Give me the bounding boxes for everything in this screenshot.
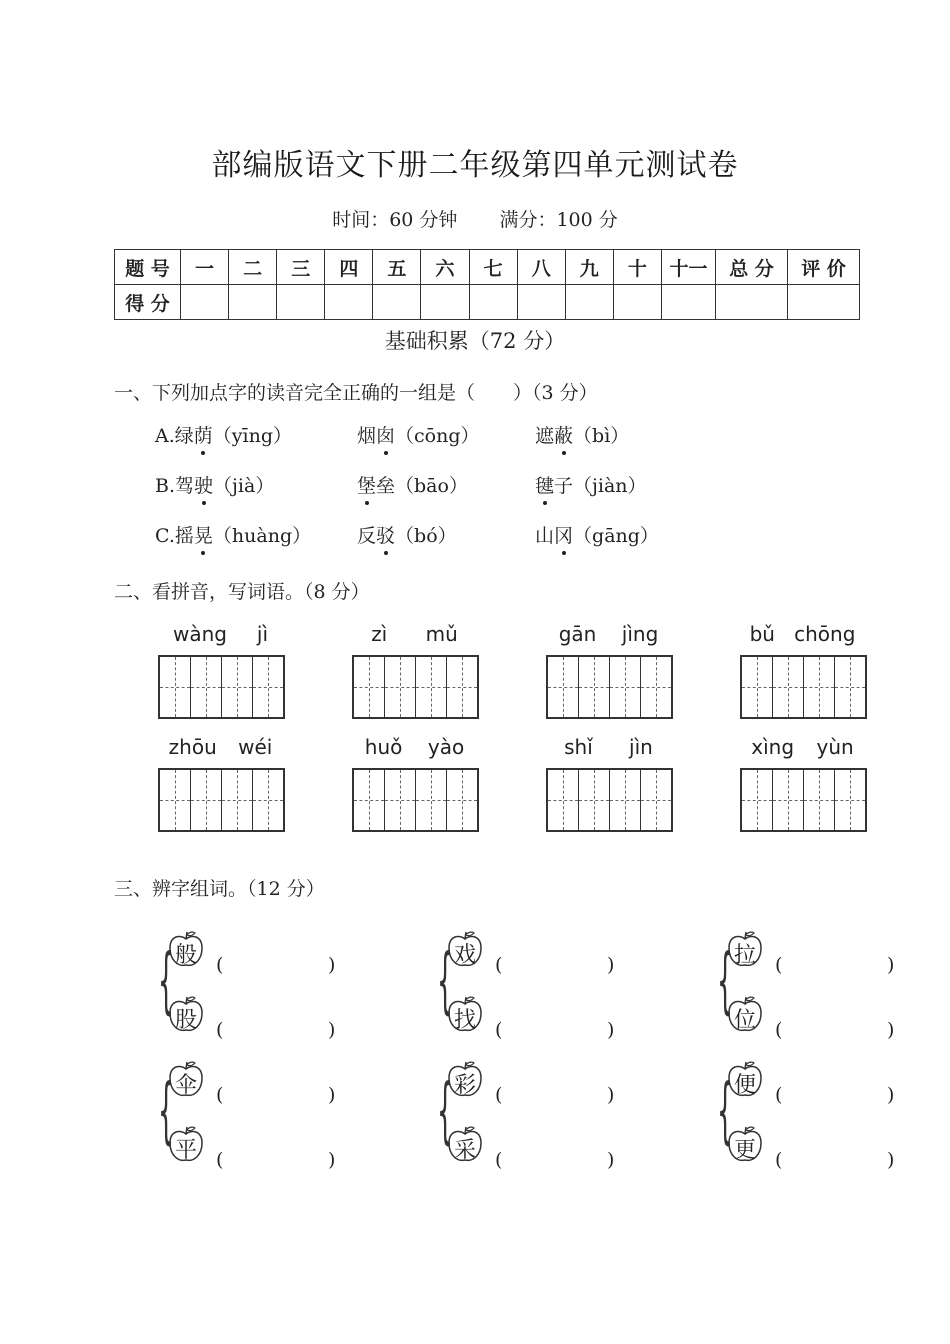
apple-character: 位 xyxy=(733,1008,756,1033)
answer-paren-open[interactable]: ( xyxy=(775,1019,783,1041)
pinyin-syllable: gān xyxy=(558,622,597,646)
pinyin-syllable: bǔ xyxy=(749,622,775,646)
grid-cell[interactable] xyxy=(385,770,416,830)
option-text: 遮 xyxy=(535,425,555,447)
apple-character: 伞 xyxy=(174,1073,197,1098)
grid-cell[interactable] xyxy=(253,657,283,717)
apple-icon xyxy=(166,930,206,966)
score-input-cell[interactable] xyxy=(421,285,469,320)
score-input-cell[interactable] xyxy=(716,285,788,320)
grid-cell[interactable] xyxy=(191,770,222,830)
answer-paren-open[interactable]: ( xyxy=(495,1084,503,1106)
question-number-cell: 二 xyxy=(229,250,277,285)
option-pinyin: （yīng） xyxy=(212,425,292,447)
exam-meta xyxy=(0,205,950,232)
option-pinyin: （cōng） xyxy=(395,425,480,447)
option-item xyxy=(357,521,457,548)
brace-icon: { xyxy=(717,1068,734,1152)
answer-paren-open[interactable]: ( xyxy=(495,1149,503,1171)
writing-grid[interactable] xyxy=(158,655,285,719)
word-pair-group xyxy=(717,1060,950,1170)
writing-grid[interactable] xyxy=(740,655,867,719)
grid-cell[interactable] xyxy=(222,770,253,830)
option-item xyxy=(535,521,659,548)
dotted-char: 囱 xyxy=(376,421,395,448)
pinyin-syllable: huǒ xyxy=(364,735,403,759)
apple-icon xyxy=(725,995,765,1031)
apple-icon xyxy=(445,1060,485,1096)
option-pinyin: 垒（bāo） xyxy=(376,475,468,497)
question-number-cell: 评 价 xyxy=(788,250,860,285)
time-limit: 时间：60 分钟 xyxy=(332,209,458,231)
dotted-char: 荫 xyxy=(194,421,213,448)
answer-paren-close[interactable]: ) xyxy=(887,1149,895,1171)
grid-cell[interactable] xyxy=(773,657,804,717)
score-table xyxy=(114,249,860,320)
brace-icon: { xyxy=(158,938,175,1022)
word-pair-group xyxy=(437,930,687,1040)
apple-character: 采 xyxy=(453,1138,476,1163)
answer-paren-open[interactable]: ( xyxy=(216,1084,224,1106)
pinyin-label xyxy=(740,622,865,646)
score-label: 得 分 xyxy=(115,285,181,320)
question-number-cell: 一 xyxy=(181,250,229,285)
answer-paren-close[interactable]: ) xyxy=(328,954,336,976)
dotted-char: 驶 xyxy=(194,471,213,498)
pinyin-label xyxy=(352,735,477,759)
option-item xyxy=(535,471,647,498)
option-text: B.驾 xyxy=(155,475,195,497)
option-item xyxy=(155,521,311,548)
answer-paren-close[interactable]: ) xyxy=(607,1084,615,1106)
score-input-cell[interactable] xyxy=(469,285,517,320)
answer-paren-close[interactable]: ) xyxy=(887,954,895,976)
question-number-cell: 七 xyxy=(469,250,517,285)
score-input-cell[interactable] xyxy=(788,285,860,320)
word-pair-group xyxy=(158,930,408,1040)
apple-icon xyxy=(725,930,765,966)
pinyin-syllable: mǔ xyxy=(425,622,458,646)
apple-icon xyxy=(166,1060,206,1096)
grid-cell[interactable] xyxy=(804,770,835,830)
pinyin-syllable: jìng xyxy=(621,622,659,646)
score-input-cell[interactable] xyxy=(229,285,277,320)
answer-paren-close[interactable]: ) xyxy=(887,1019,895,1041)
question-number-cell: 十 xyxy=(613,250,661,285)
question-2-prompt: 二、看拼音，写词语。（8 分） xyxy=(114,581,370,603)
apple-character: 便 xyxy=(733,1073,756,1098)
writing-grid[interactable] xyxy=(546,655,673,719)
page-title: 部编版语文下册二年级第四单元测试卷 xyxy=(211,148,739,183)
option-text: 山 xyxy=(535,525,555,547)
answer-paren-open[interactable]: ( xyxy=(775,954,783,976)
grid-cell[interactable] xyxy=(773,770,804,830)
word-pair-group xyxy=(158,1060,408,1170)
writing-grid[interactable] xyxy=(546,768,673,832)
answer-paren-open[interactable]: ( xyxy=(775,1149,783,1171)
answer-paren-open[interactable]: ( xyxy=(216,1019,224,1041)
grid-cell[interactable] xyxy=(160,770,191,830)
brace-icon: { xyxy=(437,1068,454,1152)
answer-paren-close[interactable]: ) xyxy=(328,1019,336,1041)
question-number-cell: 三 xyxy=(277,250,325,285)
option-text: 反 xyxy=(357,525,377,547)
grid-cell[interactable] xyxy=(835,770,865,830)
question-number-cell: 六 xyxy=(421,250,469,285)
apple-icon xyxy=(166,995,206,1031)
pinyin-label xyxy=(158,735,283,759)
question-number-cell: 五 xyxy=(373,250,421,285)
score-input-cell[interactable] xyxy=(565,285,613,320)
grid-cell[interactable] xyxy=(416,657,447,717)
brace-icon: { xyxy=(717,938,734,1022)
option-text: A.绿 xyxy=(155,425,194,447)
dotted-char: 冈 xyxy=(554,521,573,548)
grid-cell[interactable] xyxy=(548,657,579,717)
writing-grid[interactable] xyxy=(158,768,285,832)
answer-paren-close[interactable]: ) xyxy=(607,954,615,976)
apple-icon xyxy=(725,1125,765,1161)
pinyin-syllable: wàng xyxy=(172,622,227,646)
dotted-char: 驳 xyxy=(376,521,395,548)
pinyin-syllable: jìn xyxy=(629,735,653,759)
grid-cell[interactable] xyxy=(447,770,477,830)
section-title: 基础积累（72 分） xyxy=(384,329,566,353)
score-table-score-row xyxy=(115,285,860,320)
answer-paren-close[interactable]: ) xyxy=(328,1149,336,1171)
dotted-char: 毽 xyxy=(535,471,554,498)
option-pinyin: （bì） xyxy=(573,425,630,447)
pinyin-label xyxy=(546,622,671,646)
writing-grid[interactable] xyxy=(740,768,867,832)
pinyin-syllable: zì xyxy=(371,622,388,646)
grid-cell[interactable] xyxy=(354,657,385,717)
pinyin-syllable: yào xyxy=(427,735,465,759)
score-table-header-row xyxy=(115,250,860,285)
question-number-label: 题 号 xyxy=(115,250,181,285)
pinyin-syllable: jì xyxy=(256,622,269,646)
grid-cell[interactable] xyxy=(160,657,191,717)
question-number-cell: 十一 xyxy=(662,250,716,285)
writing-grid[interactable] xyxy=(352,768,479,832)
word-pair-group xyxy=(437,1060,687,1170)
grid-cell[interactable] xyxy=(742,657,773,717)
answer-paren-close[interactable]: ) xyxy=(607,1019,615,1041)
apple-icon xyxy=(445,930,485,966)
option-pinyin: （bó） xyxy=(395,525,457,547)
question-3-prompt: 三、辨字组词。（12 分） xyxy=(114,878,325,900)
answer-paren-open[interactable]: ( xyxy=(495,1019,503,1041)
pinyin-label xyxy=(352,622,477,646)
question-1-prompt: 一、下列加点字的读音完全正确的一组是（ ）（3 分） xyxy=(114,382,598,404)
apple-character: 戏 xyxy=(453,943,476,968)
dotted-char: 堡 xyxy=(357,471,376,498)
pinyin-label xyxy=(158,622,283,646)
pinyin-syllable: chōng xyxy=(794,622,856,646)
grid-cell[interactable] xyxy=(641,770,671,830)
grid-cell[interactable] xyxy=(447,657,477,717)
score-input-cell[interactable] xyxy=(277,285,325,320)
grid-cell[interactable] xyxy=(354,770,385,830)
grid-cell[interactable] xyxy=(579,770,610,830)
grid-cell[interactable] xyxy=(385,657,416,717)
writing-grid[interactable] xyxy=(352,655,479,719)
brace-icon: { xyxy=(437,938,454,1022)
answer-paren-close[interactable]: ) xyxy=(607,1149,615,1171)
apple-icon xyxy=(445,995,485,1031)
question-number-cell: 九 xyxy=(565,250,613,285)
option-pinyin: （gāng） xyxy=(573,525,659,547)
brace-icon: { xyxy=(158,1068,175,1152)
option-pinyin: （huàng） xyxy=(212,525,312,547)
apple-character: 找 xyxy=(453,1008,476,1033)
answer-paren-open[interactable]: ( xyxy=(216,1149,224,1171)
option-text: C.摇 xyxy=(155,525,194,547)
question-number-cell: 八 xyxy=(517,250,565,285)
score-input-cell[interactable] xyxy=(517,285,565,320)
option-item xyxy=(535,421,629,448)
grid-cell[interactable] xyxy=(610,657,641,717)
grid-cell[interactable] xyxy=(641,657,671,717)
option-item xyxy=(155,471,274,498)
pinyin-syllable: xìng xyxy=(751,735,795,759)
option-item xyxy=(357,421,480,448)
pinyin-syllable: yùn xyxy=(816,735,854,759)
dotted-char: 晃 xyxy=(194,521,213,548)
pinyin-syllable: shǐ xyxy=(564,735,593,759)
option-text: 烟 xyxy=(357,425,377,447)
apple-icon xyxy=(725,1060,765,1096)
score-input-cell[interactable] xyxy=(613,285,661,320)
grid-cell[interactable] xyxy=(548,770,579,830)
full-score: 满分：100 分 xyxy=(499,209,618,231)
answer-paren-close[interactable]: ) xyxy=(328,1084,336,1106)
pinyin-label xyxy=(546,735,671,759)
score-input-cell[interactable] xyxy=(662,285,716,320)
pinyin-syllable: zhōu xyxy=(168,735,217,759)
score-input-cell[interactable] xyxy=(373,285,421,320)
question-number-cell: 总 分 xyxy=(716,250,788,285)
grid-cell[interactable] xyxy=(191,657,222,717)
score-input-cell[interactable] xyxy=(325,285,373,320)
answer-paren-open[interactable]: ( xyxy=(495,954,503,976)
question-number-cell: 四 xyxy=(325,250,373,285)
apple-icon xyxy=(166,1125,206,1161)
score-input-cell[interactable] xyxy=(181,285,229,320)
grid-cell[interactable] xyxy=(579,657,610,717)
grid-cell[interactable] xyxy=(804,657,835,717)
answer-paren-close[interactable]: ) xyxy=(887,1084,895,1106)
apple-character: 拉 xyxy=(733,943,756,968)
grid-cell[interactable] xyxy=(835,657,865,717)
apple-character: 股 xyxy=(174,1008,197,1033)
grid-cell[interactable] xyxy=(610,770,641,830)
grid-cell[interactable] xyxy=(253,770,283,830)
pinyin-syllable: wéi xyxy=(238,735,273,759)
apple-icon xyxy=(445,1125,485,1161)
dotted-char: 蔽 xyxy=(554,421,573,448)
apple-character: 般 xyxy=(174,943,197,968)
option-item xyxy=(155,421,292,448)
apple-character: 平 xyxy=(174,1138,197,1163)
answer-paren-open[interactable]: ( xyxy=(216,954,224,976)
answer-paren-open[interactable]: ( xyxy=(775,1084,783,1106)
grid-cell[interactable] xyxy=(222,657,253,717)
apple-character: 更 xyxy=(733,1138,756,1163)
grid-cell[interactable] xyxy=(416,770,447,830)
pinyin-label xyxy=(740,735,865,759)
option-pinyin: （jià） xyxy=(213,475,275,497)
word-pair-group xyxy=(717,930,950,1040)
grid-cell[interactable] xyxy=(742,770,773,830)
option-item xyxy=(357,471,468,498)
apple-character: 彩 xyxy=(453,1073,476,1098)
option-pinyin: 子（jiàn） xyxy=(554,475,647,497)
